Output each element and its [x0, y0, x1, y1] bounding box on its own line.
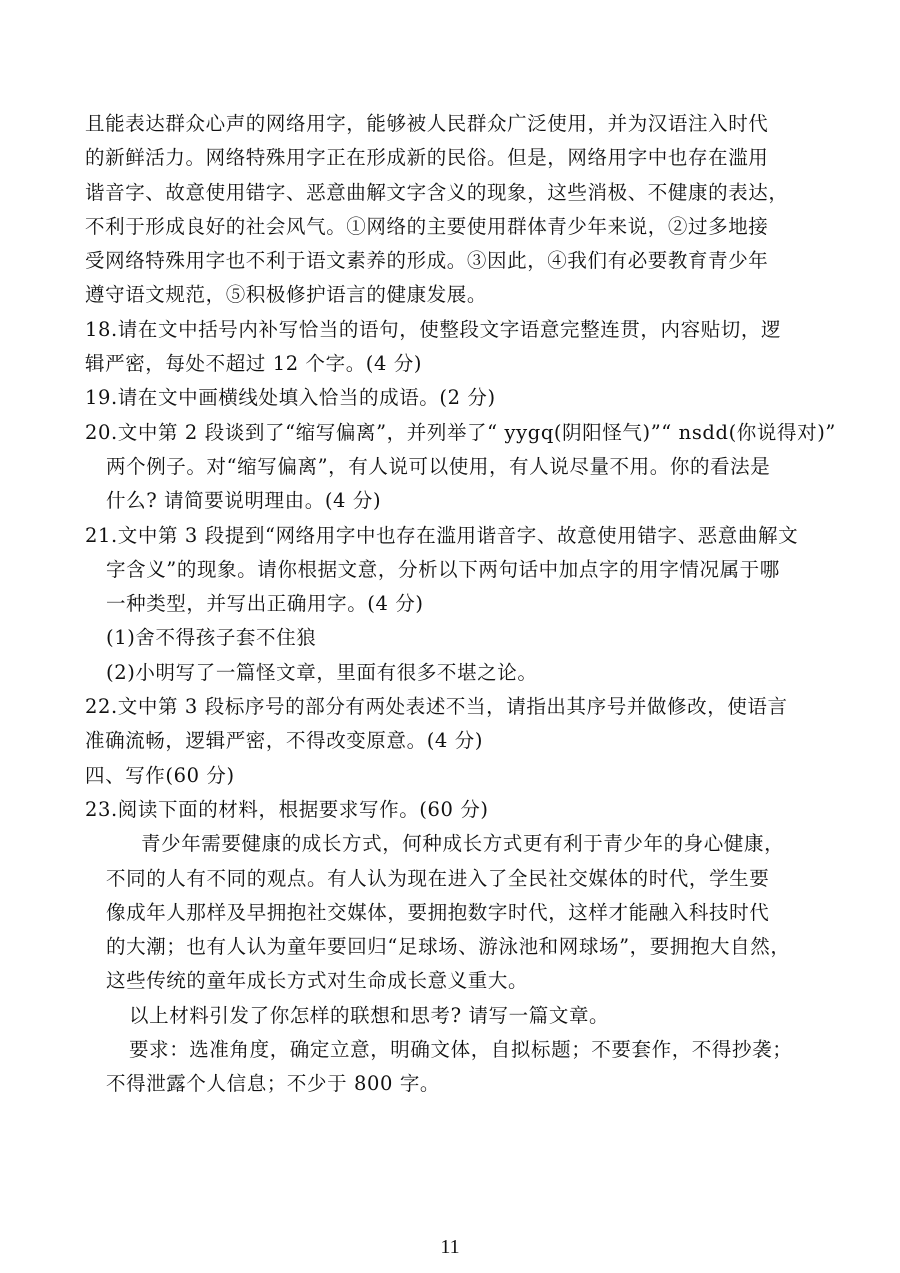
requirements-line: 要求：选准角度，确定立意，明确文体，自拟标题；不要套作，不得抄袭；	[129, 1038, 793, 1062]
question-22-line: 22.文中第 3 段标序号的部分有两处表述不当，请指出其序号并做修改，使语言	[85, 695, 788, 719]
page-number: 11	[440, 1236, 460, 1258]
material-line: 青少年需要健康的成长方式，何种成长方式更有利于青少年的身心健康，	[141, 832, 785, 856]
question-18-line: 辑严密，每处不超过 12 个字。(4 分)	[85, 352, 423, 376]
question-18-line: 18.请在文中括号内补写恰当的语句，使整段文字语意完整连贯，内容贴切，逻	[85, 317, 782, 341]
question-23-line: 23.阅读下面的材料，根据要求写作。(60 分)	[85, 797, 489, 821]
material-line: 这些传统的童年成长方式对生命成长意义重大。	[106, 969, 529, 993]
question-20-line: 20.文中第 2 段谈到了“缩写偏离”，并列举了“ yygq(阴阳怪气)”“ nsdd(你说得对)”	[85, 420, 836, 444]
passage-line: 受网络特殊用字也不利于语文素养的形成。③因此，④我们有必要教育青少年	[85, 249, 769, 273]
question-20-line: 两个例子。对“缩写偏离”，有人说可以使用，有人说尽量不用。你的看法是	[106, 454, 771, 478]
question-20-line: 什么? 请简要说明理由。(4 分)	[106, 489, 382, 513]
passage-line: 且能表达群众心声的网络用字，能够被人民群众广泛使用，并为汉语注入时代	[85, 112, 769, 135]
material-line: 不同的人有不同的观点。有人认为现在进入了全民社交媒体的时代，学生要	[106, 866, 770, 890]
question-21-line: 一种类型，并写出正确用字。(4 分)	[106, 592, 424, 616]
requirements-line: 不得泄露个人信息；不少于 800 字。	[106, 1072, 441, 1096]
prompt-line: 以上材料引发了你怎样的联想和思考? 请写一篇文章。	[129, 1003, 610, 1027]
question-19-line: 19.请在文中画横线处填入恰当的成语。(2 分)	[85, 386, 496, 410]
question-21-line: 21.文中第 3 段提到“网络用字中也存在滥用谐音字、故意使用错字、恶意曲解文	[85, 523, 799, 547]
passage-line: 的新鲜活力。网络特殊用字正在形成新的民俗。但是，网络用字中也存在滥用	[85, 146, 769, 170]
section-heading: 四、写作(60 分)	[85, 763, 235, 787]
page-body	[85, 107, 836, 1102]
question-21-subitem: (2)小明写了一篇怪文章，里面有很多不堪之论。	[106, 660, 538, 684]
question-22-line: 准确流畅，逻辑严密，不得改变原意。(4 分)	[85, 729, 484, 753]
question-21-subitem: (1)舍不得孩子套不住狼	[106, 626, 317, 650]
material-line: 的大潮；也有人认为童年要回归“足球场、游泳池和网球场”，要拥抱大自然，	[106, 935, 791, 959]
passage-line: 谐音字、故意使用错字、恶意曲解文字含义的现象，这些消极、不健康的表达，	[85, 180, 789, 204]
passage-line: 不利于形成良好的社会风气。①网络的主要使用群体青少年来说，②过多地接	[85, 214, 769, 238]
passage-line: 遵守语文规范，⑤积极修护语言的健康发展。	[85, 283, 488, 307]
material-line: 像成年人那样及早拥抱社交媒体，要拥抱数字时代，这样才能融入科技时代	[106, 900, 770, 924]
question-21-line: 字含义”的现象。请你根据文意，分析以下两句话中加点字的用字情况属于哪	[106, 557, 780, 581]
